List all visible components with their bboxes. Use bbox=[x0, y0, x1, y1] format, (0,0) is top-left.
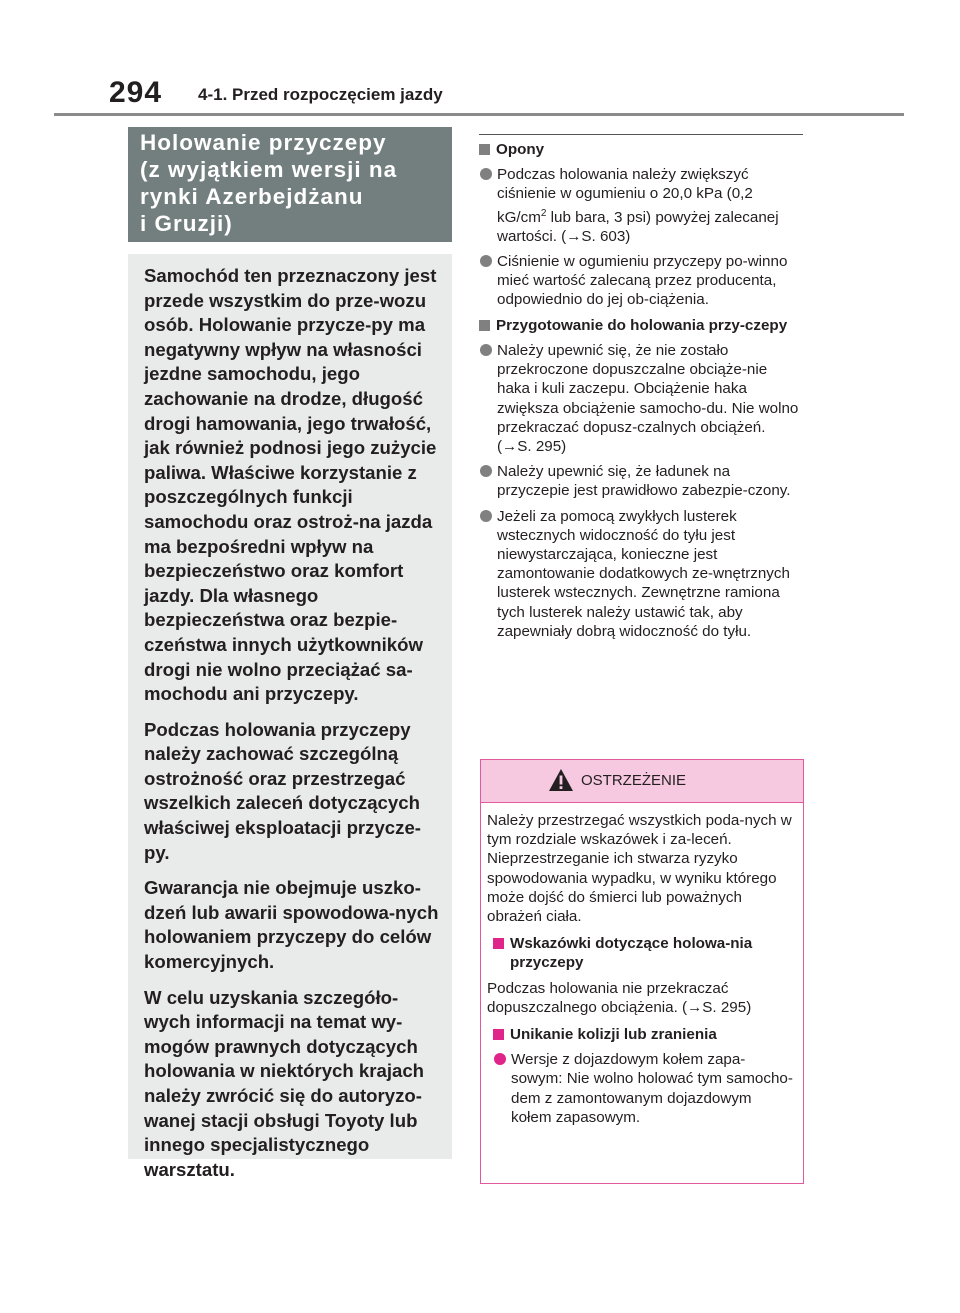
prep-bullet-1 bbox=[479, 341, 803, 456]
warning-subheading-2-text: Unikanie kolizji lub zranienia bbox=[510, 1026, 717, 1044]
prep-bullet-2-text: Należy upewnić się, że ładunek na przyczepie jest prawidłowo zabezpie-czony. bbox=[497, 463, 791, 500]
warning-subheading-1 bbox=[493, 934, 795, 972]
warning-paragraph-2: Nieprzestrzeganie ich stwarza ryzyko spowodowania wypadku, w wyniku którego może dojść do śmierci lub poważnych obrażeń ciała. bbox=[487, 850, 777, 926]
round-bullet-icon bbox=[480, 510, 492, 522]
warning-paragraph-3: Podczas holowania nie przekraczać dopuszczalnego obciążenia. (→S. 295) bbox=[487, 979, 752, 1016]
right-column bbox=[479, 140, 803, 647]
prep-bullet-2 bbox=[479, 462, 803, 500]
warning-body bbox=[481, 803, 803, 1127]
round-bullet-icon bbox=[480, 255, 492, 267]
tires-bullet-1-text-b: lub bara, 3 psi) powyżej zalecanej wartości. (→S. 603) bbox=[497, 208, 779, 245]
square-bullet-icon bbox=[479, 320, 490, 331]
title-line-1: Holowanie przyczepy bbox=[140, 130, 387, 155]
square-bullet-icon bbox=[493, 1029, 504, 1040]
section-title: 4-1. Przed rozpoczęciem jazdy bbox=[198, 85, 443, 104]
round-bullet-icon bbox=[480, 344, 492, 356]
tires-heading bbox=[479, 140, 803, 159]
page-number: 294 bbox=[109, 76, 163, 109]
title-box bbox=[128, 127, 452, 242]
warning-subheading-1-text: Wskazówki dotyczące holowa-nia przyczepy bbox=[510, 935, 753, 972]
title-line-4: i Gruzji) bbox=[140, 211, 233, 236]
round-bullet-icon bbox=[494, 1053, 506, 1065]
square-bullet-icon bbox=[493, 938, 504, 949]
tires-bullet-2-text: Ciśnienie w ogumieniu przyczepy po-winno mieć wartość zalecaną przez producenta, odpowiednio do jej ob-ciążenia. bbox=[497, 253, 788, 309]
prep-heading bbox=[479, 316, 803, 335]
title-line-2: (z wyjątkiem wersji na bbox=[140, 157, 398, 182]
title-line-3: rynki Azerbejdżanu bbox=[140, 184, 364, 209]
header-rule bbox=[54, 113, 904, 116]
intro-paragraph-2: Podczas holowania przyczepy należy zachować szczególną ostrożność oraz przestrzegać wszelkich zaleceń dotyczących właściwej eksploatacji przycze-py. bbox=[144, 718, 421, 863]
tires-bullet-1-text-a: Podczas holowania należy zwiększyć ciśnienie w ogumieniu o 20,0 kPa (0,2 kG/cm bbox=[497, 166, 753, 226]
warning-triangle-icon bbox=[548, 768, 574, 797]
round-bullet-icon bbox=[480, 168, 492, 180]
prep-bullet-1-text: Należy upewnić się, że nie zostało przekroczone dopuszczalne obciąże-nie haka i kuli zaczepu. Obciążenie haka zwiększa obciążenie samocho-du. Nie wolno przekraczać dopusz-czalnych obciążeń. (→S. 295) bbox=[497, 341, 799, 455]
tires-bullet-2 bbox=[479, 252, 803, 310]
warning-paragraph-1: Należy przestrzegać wszystkich poda-nych w tym rozdziale wskazówek i za-leceń. bbox=[487, 812, 792, 849]
warning-subheading-2 bbox=[493, 1025, 795, 1044]
warning-bullet-1 bbox=[493, 1050, 795, 1127]
tires-heading-text: Opony bbox=[496, 141, 545, 158]
square-bullet-icon bbox=[479, 144, 490, 155]
page-header bbox=[0, 0, 960, 118]
prep-bullet-3 bbox=[479, 507, 803, 641]
warning-header bbox=[481, 760, 803, 803]
tires-bullet-1-superscript: 2 bbox=[540, 207, 547, 219]
prep-heading-text: Przygotowanie do holowania przy-czepy bbox=[496, 316, 788, 334]
warning-box bbox=[480, 759, 804, 1184]
round-bullet-icon bbox=[480, 465, 492, 477]
tires-bullet-1 bbox=[479, 165, 803, 246]
column-rule bbox=[479, 134, 803, 135]
intro-paragraph-1: Samochód ten przeznaczony jest przede wszystkim do prze-wozu osób. Holowanie przycze-py ma negatywny wpływ na własności jezdne samochodu, jego zachowanie na drodze, długość drogi hamowania, jego trwałość, jak również podnosi jego zużycie paliwa. Właściwe korzystanie z poszczególnych funkcji samochodu oraz ostroż-na jazda ma bezpośredni wpływ na bezpieczeństwo oraz komfort jazdy. Dla własnego bezpieczeństwa oraz bezpie-czeństwa innych użytkowników drogi nie wolno przeciążać sa-mochodu ani przyczepy. bbox=[144, 265, 437, 705]
prep-bullet-3-text: Jeżeli za pomocą zwykłych lusterek wstecznych widoczność do tyłu jest niewystarczająca, konieczne jest zamontowanie dodatkowych ze-wnętrznych lusterek wstecznych. Zewnętrzne ramiona tych lusterek należy ustawić tak, aby zapewniały dobrą widoczność do tyłu. bbox=[497, 507, 790, 640]
warning-title: OSTRZEŻENIE bbox=[581, 772, 687, 789]
intro-paragraph-4: W celu uzyskania szczegóło-wych informacji na temat wy-mogów prawnych dotyczących holowania w niektórych krajach należy zwrócić się do autoryzo-wanej stacji obsługi Toyoty lub innego specjalistycznego warsztatu. bbox=[144, 986, 425, 1180]
page-title bbox=[128, 127, 452, 237]
intro-box bbox=[128, 254, 452, 1180]
intro-paragraph-3: Gwarancja nie obejmuje uszko-dzeń lub awarii spowodowa-nych holowaniem przyczepy do celów komercyjnych. bbox=[144, 877, 439, 973]
warning-bullet-1-text: Wersje z dojazdowym kołem zapa-sowym: Nie wolno holować tym samocho-dem z zamontowanym dojazdowym kołem zapasowym. bbox=[511, 1051, 793, 1126]
